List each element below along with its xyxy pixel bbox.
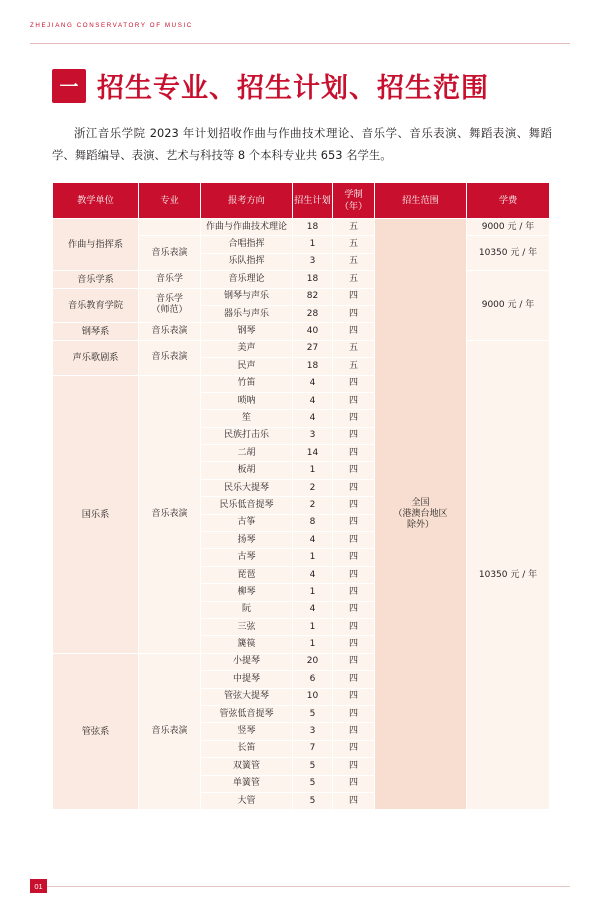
- cell-years: 四: [333, 740, 375, 757]
- cell-direction: 二胡: [201, 445, 293, 462]
- cell-direction: 三弦: [201, 618, 293, 635]
- cell-direction: 笙: [201, 410, 293, 427]
- cell-direction: 小提琴: [201, 653, 293, 670]
- cell-plan: 1: [293, 236, 333, 253]
- cell-plan: 4: [293, 532, 333, 549]
- cell-direction: 大管: [201, 792, 293, 809]
- cell-years: 四: [333, 792, 375, 809]
- cell-unit: 作曲与指挥系: [53, 219, 139, 271]
- cell-plan: 3: [293, 253, 333, 270]
- cell-direction: 器乐与声乐: [201, 305, 293, 322]
- cell-plan: 5: [293, 792, 333, 809]
- cell-unit: 国乐系: [53, 375, 139, 653]
- cell-years: 四: [333, 514, 375, 531]
- cell-years: 四: [333, 410, 375, 427]
- cell-plan: 82: [293, 288, 333, 305]
- cell-years: 四: [333, 618, 375, 635]
- cell-plan: 5: [293, 705, 333, 722]
- cell-plan: 28: [293, 305, 333, 322]
- cell-years: 五: [333, 340, 375, 357]
- cell-direction: 音乐理论: [201, 271, 293, 288]
- cell-plan: 20: [293, 653, 333, 670]
- cell-direction: 民乐大提琴: [201, 479, 293, 496]
- cell-years: 四: [333, 584, 375, 601]
- cell-direction: 管弦低音提琴: [201, 705, 293, 722]
- cell-years: 四: [333, 375, 375, 392]
- cell-years: 四: [333, 392, 375, 409]
- cell-direction: 乐队指挥: [201, 253, 293, 270]
- cell-years: 五: [333, 358, 375, 375]
- section-title: [52, 66, 489, 105]
- footer-divider: [47, 886, 570, 887]
- cell-major: 音乐表演: [139, 340, 201, 375]
- page-title: 招生专业、招生计划、招生范围: [97, 73, 489, 104]
- table-header-row: [53, 183, 550, 219]
- cell-plan: 18: [293, 219, 333, 236]
- cell-years: 四: [333, 636, 375, 653]
- cell-major: 音乐学: [139, 271, 201, 288]
- cell-tuition-a: 9000 元 / 年: [467, 219, 550, 236]
- cell-major: [139, 219, 201, 236]
- cell-direction: 钢琴: [201, 323, 293, 340]
- col-header-tuition: 学费: [467, 183, 550, 219]
- cell-direction: 柳琴: [201, 584, 293, 601]
- cell-direction: 作曲与作曲技术理论: [201, 219, 293, 236]
- cell-direction: 竹笛: [201, 375, 293, 392]
- cell-plan: 4: [293, 601, 333, 618]
- cell-plan: 2: [293, 497, 333, 514]
- cell-direction: 扬琴: [201, 532, 293, 549]
- cell-years: 四: [333, 671, 375, 688]
- cell-years: 四: [333, 601, 375, 618]
- cell-plan: 4: [293, 392, 333, 409]
- cell-direction: 竖琴: [201, 723, 293, 740]
- cell-plan: 18: [293, 271, 333, 288]
- cell-plan: 8: [293, 514, 333, 531]
- cell-direction: 民乐低音提琴: [201, 497, 293, 514]
- table-row: [53, 271, 550, 288]
- cell-plan: 40: [293, 323, 333, 340]
- table-body: [53, 219, 550, 810]
- scope-line-3: 除外）: [406, 519, 434, 530]
- cell-plan: 4: [293, 410, 333, 427]
- cell-direction: 双簧管: [201, 758, 293, 775]
- col-header-plan: 招生计划: [293, 183, 333, 219]
- cell-direction: 阮: [201, 601, 293, 618]
- col-header-unit: 教学单位: [53, 183, 139, 219]
- institution-label: ZHEJIANG CONSERVATORY OF MUSIC: [30, 22, 193, 29]
- cell-direction: 钢琴与声乐: [201, 288, 293, 305]
- cell-years: 四: [333, 445, 375, 462]
- cell-direction: 琵琶: [201, 566, 293, 583]
- admissions-table-wrap: [52, 182, 549, 810]
- cell-plan: 1: [293, 618, 333, 635]
- cell-plan: 5: [293, 758, 333, 775]
- cell-plan: 27: [293, 340, 333, 357]
- cell-years: 四: [333, 497, 375, 514]
- cell-years: 五: [333, 219, 375, 236]
- table-row: [53, 340, 550, 357]
- cell-plan: 7: [293, 740, 333, 757]
- cell-plan: 1: [293, 636, 333, 653]
- cell-direction: 美声: [201, 340, 293, 357]
- page-number: 01: [30, 879, 47, 893]
- cell-plan: 3: [293, 427, 333, 444]
- cell-years: 四: [333, 462, 375, 479]
- cell-direction: 合唱指挥: [201, 236, 293, 253]
- cell-plan: 5: [293, 775, 333, 792]
- page-header: [30, 22, 570, 44]
- cell-unit: 音乐教育学院: [53, 288, 139, 323]
- cell-plan: 2: [293, 479, 333, 496]
- cell-direction: 民声: [201, 358, 293, 375]
- col-header-years: 学制（年）: [333, 183, 375, 219]
- cell-unit: 管弦系: [53, 653, 139, 810]
- cell-plan: 14: [293, 445, 333, 462]
- section-number-badge: 一: [52, 69, 86, 103]
- cell-direction: 古琴: [201, 549, 293, 566]
- cell-scope: [375, 219, 467, 810]
- cell-years: 四: [333, 758, 375, 775]
- cell-plan: 10: [293, 688, 333, 705]
- cell-years: 五: [333, 236, 375, 253]
- cell-plan: 1: [293, 584, 333, 601]
- cell-years: 四: [333, 532, 375, 549]
- cell-tuition-d: 10350 元 / 年: [467, 340, 550, 810]
- cell-major: 音乐表演: [139, 236, 201, 271]
- cell-years: 四: [333, 775, 375, 792]
- table-row: [53, 219, 550, 236]
- cell-plan: 1: [293, 549, 333, 566]
- cell-years: 四: [333, 723, 375, 740]
- cell-plan: 1: [293, 462, 333, 479]
- cell-years: 五: [333, 253, 375, 270]
- cell-direction: 唢呐: [201, 392, 293, 409]
- cell-plan: 3: [293, 723, 333, 740]
- cell-years: 四: [333, 479, 375, 496]
- cell-plan: 6: [293, 671, 333, 688]
- cell-years: 四: [333, 288, 375, 305]
- cell-tuition-c: 9000 元 / 年: [467, 271, 550, 341]
- cell-direction: 管弦大提琴: [201, 688, 293, 705]
- cell-direction: 民族打击乐: [201, 427, 293, 444]
- col-header-scope: 招生范围: [375, 183, 467, 219]
- cell-direction: 古筝: [201, 514, 293, 531]
- cell-direction: 板胡: [201, 462, 293, 479]
- cell-major: 音乐表演: [139, 375, 201, 653]
- cell-tuition-b: 10350 元 / 年: [467, 236, 550, 271]
- cell-major: 音乐表演: [139, 653, 201, 810]
- cell-major: 音乐学 （师范）: [139, 288, 201, 323]
- cell-direction: 篪篌: [201, 636, 293, 653]
- cell-direction: 长笛: [201, 740, 293, 757]
- cell-years: 四: [333, 688, 375, 705]
- cell-plan: 4: [293, 375, 333, 392]
- cell-plan: 4: [293, 566, 333, 583]
- cell-direction: 单簧管: [201, 775, 293, 792]
- scope-line-2: （港澳台地区: [393, 508, 448, 519]
- col-header-direction: 报考方向: [201, 183, 293, 219]
- cell-direction: 中提琴: [201, 671, 293, 688]
- cell-years: 四: [333, 427, 375, 444]
- cell-years: 四: [333, 566, 375, 583]
- cell-years: 四: [333, 305, 375, 322]
- cell-years: 五: [333, 271, 375, 288]
- cell-years: 四: [333, 653, 375, 670]
- cell-unit: 音乐学系: [53, 271, 139, 288]
- cell-plan: 18: [293, 358, 333, 375]
- cell-major: 音乐表演: [139, 323, 201, 340]
- cell-years: 四: [333, 549, 375, 566]
- intro-paragraph: 浙江音乐学院 2023 年计划招收作曲与作曲技术理论、音乐学、音乐表演、舞蹈表演、舞蹈学、舞蹈编导、表演、艺术与科技等 8 个本科专业共 653 名学生。: [52, 126, 552, 162]
- cell-years: 四: [333, 705, 375, 722]
- scope-line-1: 全国: [411, 497, 430, 508]
- cell-unit: 声乐歌剧系: [53, 340, 139, 375]
- cell-unit: 钢琴系: [53, 323, 139, 340]
- col-header-major: 专业: [139, 183, 201, 219]
- admissions-table: [52, 182, 550, 810]
- cell-years: 四: [333, 323, 375, 340]
